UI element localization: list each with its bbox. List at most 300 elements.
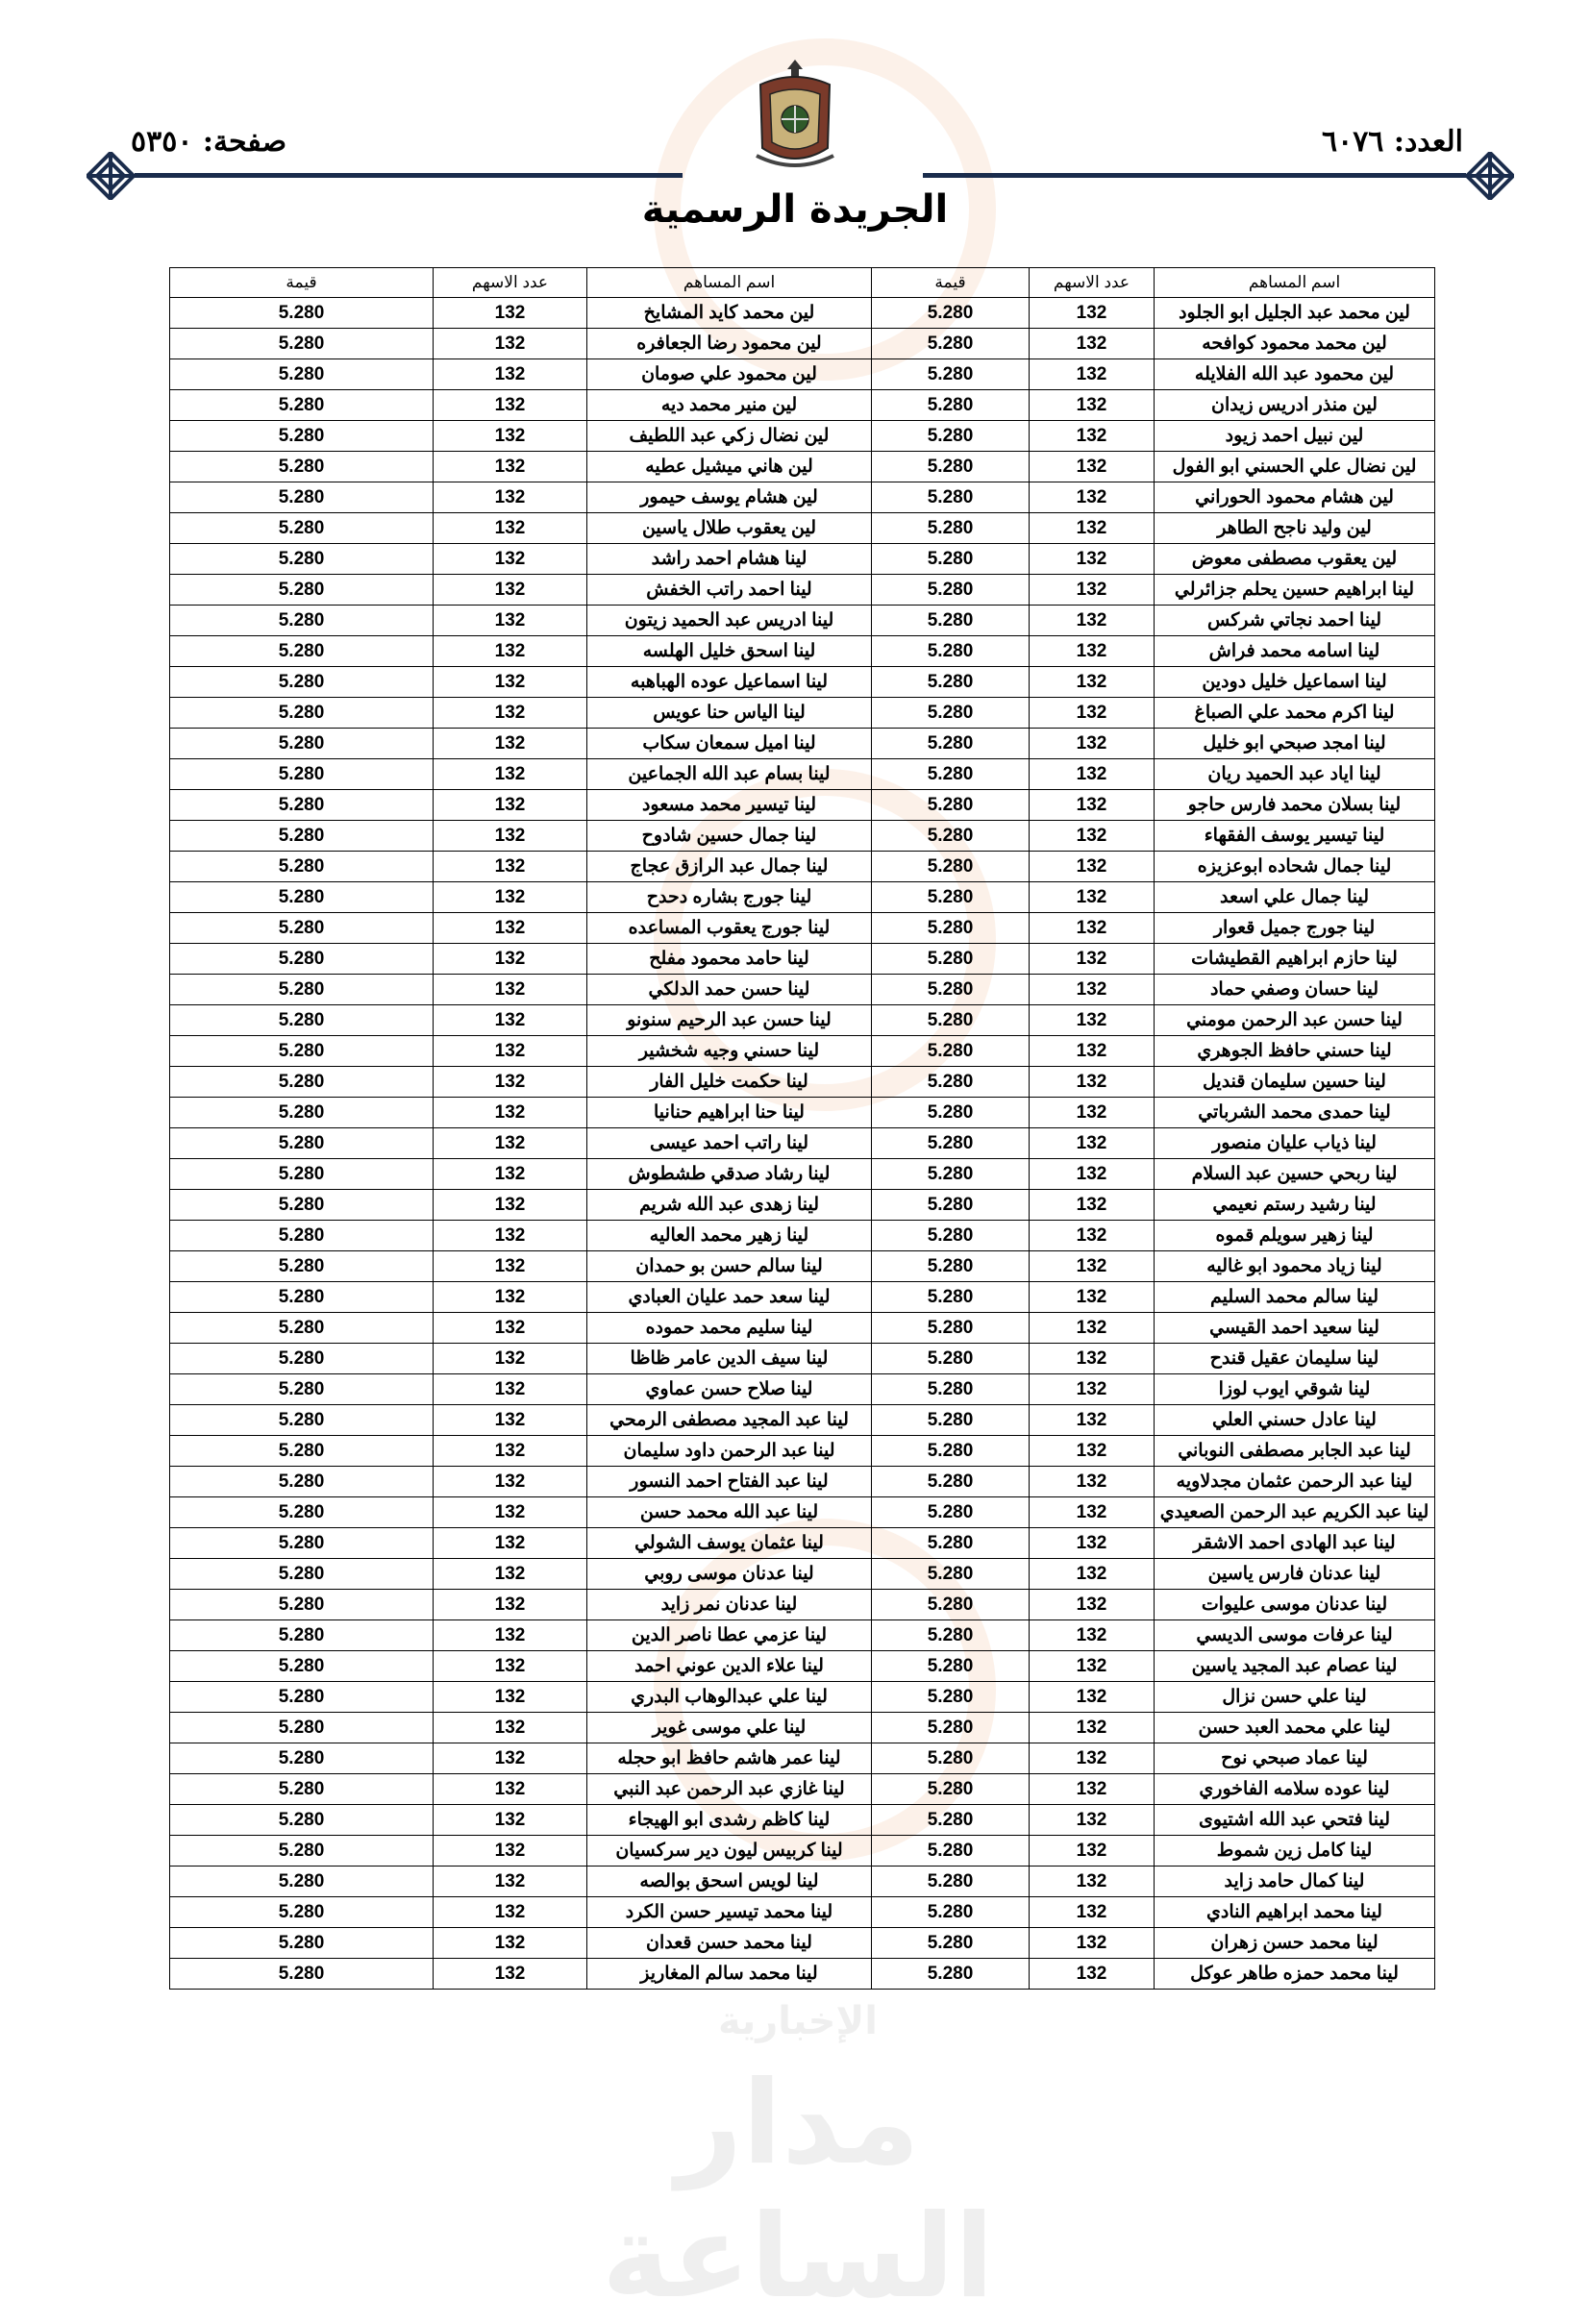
share-value: 5.280 bbox=[872, 1528, 1030, 1559]
shareholder-name: لين هشام يوسف حيمور bbox=[587, 482, 872, 513]
shareholder-name: لينا محمد سالم المغاريز bbox=[587, 1959, 872, 1990]
share-count: 132 bbox=[434, 1005, 587, 1036]
table-row bbox=[170, 1682, 1435, 1713]
shareholder-name: لينا عبد الرحمن داود سليمان bbox=[587, 1436, 872, 1467]
share-count: 132 bbox=[434, 1374, 587, 1405]
share-count: 132 bbox=[434, 1221, 587, 1251]
share-value: 5.280 bbox=[872, 1159, 1030, 1190]
table-row bbox=[170, 1559, 1435, 1590]
table-row bbox=[170, 390, 1435, 421]
share-count: 132 bbox=[434, 1467, 587, 1497]
shareholder-name: لين وليد ناجح الطاهر bbox=[1155, 513, 1435, 544]
shareholder-name: لينا جمال شحاده ابوعزيزه bbox=[1155, 852, 1435, 882]
table-row bbox=[170, 421, 1435, 452]
shareholder-name: لينا عدنان موسى روبي bbox=[587, 1559, 872, 1590]
share-count: 132 bbox=[434, 1282, 587, 1313]
share-count: 132 bbox=[1030, 1005, 1155, 1036]
shareholder-name: لينا عصام عبد المجيد ياسين bbox=[1155, 1651, 1435, 1682]
shareholder-name: لينا زياد محمود ابو غاليه bbox=[1155, 1251, 1435, 1282]
table-row bbox=[170, 359, 1435, 390]
share-value: 5.280 bbox=[170, 1682, 434, 1713]
share-value: 5.280 bbox=[170, 421, 434, 452]
share-value: 5.280 bbox=[872, 1713, 1030, 1743]
shareholder-name: لينا اياد عبد الحميد ريان bbox=[1155, 759, 1435, 790]
shareholder-name: لينا سالم حسن بو حمدان bbox=[587, 1251, 872, 1282]
table-row bbox=[170, 975, 1435, 1005]
share-count: 132 bbox=[1030, 1436, 1155, 1467]
share-count: 132 bbox=[1030, 1559, 1155, 1590]
share-value: 5.280 bbox=[872, 759, 1030, 790]
share-value: 5.280 bbox=[872, 1620, 1030, 1651]
share-count: 132 bbox=[1030, 759, 1155, 790]
share-count: 132 bbox=[434, 359, 587, 390]
share-value: 5.280 bbox=[170, 390, 434, 421]
table-row bbox=[170, 329, 1435, 359]
share-count: 132 bbox=[434, 1436, 587, 1467]
shareholder-name: لينا احمد نجاتي شركس bbox=[1155, 606, 1435, 636]
share-value: 5.280 bbox=[872, 1098, 1030, 1128]
share-value: 5.280 bbox=[170, 1313, 434, 1344]
share-count: 132 bbox=[434, 575, 587, 606]
table-header-row bbox=[170, 268, 1435, 298]
shareholder-name: لينا علي موسى غوير bbox=[587, 1713, 872, 1743]
shareholder-name: لينا عزمي عطا ناصر الدين bbox=[587, 1620, 872, 1651]
shareholder-name: لينا اكرم محمد علي الصباغ bbox=[1155, 698, 1435, 729]
share-count: 132 bbox=[1030, 729, 1155, 759]
table-row bbox=[170, 759, 1435, 790]
share-count: 132 bbox=[434, 790, 587, 821]
table-row bbox=[170, 1282, 1435, 1313]
table-row bbox=[170, 1067, 1435, 1098]
share-count: 132 bbox=[1030, 698, 1155, 729]
shareholder-name: لينا ادريس عبد الحميد زيتون bbox=[587, 606, 872, 636]
table-row bbox=[170, 1313, 1435, 1344]
share-count: 132 bbox=[434, 513, 587, 544]
shareholder-name: لينا حسن عبد الرحيم سنونو bbox=[587, 1005, 872, 1036]
share-count: 132 bbox=[434, 1559, 587, 1590]
table-row bbox=[170, 729, 1435, 759]
table-row bbox=[170, 575, 1435, 606]
share-count: 132 bbox=[434, 636, 587, 667]
share-count: 132 bbox=[434, 1836, 587, 1867]
share-value: 5.280 bbox=[872, 1067, 1030, 1098]
table-row bbox=[170, 1128, 1435, 1159]
share-value: 5.280 bbox=[872, 482, 1030, 513]
shareholder-name: لينا عدنان نمر زايد bbox=[587, 1590, 872, 1620]
share-value: 5.280 bbox=[170, 544, 434, 575]
share-value: 5.280 bbox=[170, 1374, 434, 1405]
share-value: 5.280 bbox=[872, 821, 1030, 852]
shareholder-name: لينا احمد راتب الخفش bbox=[587, 575, 872, 606]
shareholder-name: لينا كامل زين شموط bbox=[1155, 1836, 1435, 1867]
shareholder-name: لينا عبد المجيد مصطفى الرمحي bbox=[587, 1405, 872, 1436]
table-row bbox=[170, 606, 1435, 636]
share-value: 5.280 bbox=[170, 298, 434, 329]
shareholder-name: لين محمد كايد المشايخ bbox=[587, 298, 872, 329]
share-count: 132 bbox=[434, 1805, 587, 1836]
shareholder-name: لينا محمد حمزه طاهر عوكل bbox=[1155, 1959, 1435, 1990]
table-row bbox=[170, 1221, 1435, 1251]
share-count: 132 bbox=[1030, 1651, 1155, 1682]
share-value: 5.280 bbox=[170, 1344, 434, 1374]
share-value: 5.280 bbox=[170, 1159, 434, 1190]
share-count: 132 bbox=[1030, 1344, 1155, 1374]
share-value: 5.280 bbox=[170, 1620, 434, 1651]
share-value: 5.280 bbox=[170, 1928, 434, 1959]
share-count: 132 bbox=[1030, 1282, 1155, 1313]
share-value: 5.280 bbox=[872, 452, 1030, 482]
share-value: 5.280 bbox=[872, 329, 1030, 359]
table-row bbox=[170, 1436, 1435, 1467]
share-count: 132 bbox=[1030, 1836, 1155, 1867]
share-value: 5.280 bbox=[872, 1436, 1030, 1467]
shareholder-name: لينا جمال عبد الرازق عجاج bbox=[587, 852, 872, 882]
table-row bbox=[170, 1036, 1435, 1067]
table-row bbox=[170, 1190, 1435, 1221]
share-value: 5.280 bbox=[872, 1867, 1030, 1897]
shareholder-name: لينا هشام احمد راشد bbox=[587, 544, 872, 575]
shareholder-name: لينا محمد حسن زهران bbox=[1155, 1928, 1435, 1959]
share-count: 132 bbox=[434, 1774, 587, 1805]
col-header-shares: عدد الاسهم bbox=[1030, 268, 1155, 298]
share-value: 5.280 bbox=[872, 1559, 1030, 1590]
share-count: 132 bbox=[1030, 1159, 1155, 1190]
share-count: 132 bbox=[434, 1128, 587, 1159]
shareholder-name: لينا حكمت خليل الفار bbox=[587, 1067, 872, 1098]
share-value: 5.280 bbox=[170, 636, 434, 667]
shareholder-name: لينا سالم محمد السليم bbox=[1155, 1282, 1435, 1313]
share-value: 5.280 bbox=[872, 1374, 1030, 1405]
shareholder-name: لينا سليم محمد حموده bbox=[587, 1313, 872, 1344]
share-value: 5.280 bbox=[872, 1897, 1030, 1928]
share-value: 5.280 bbox=[170, 944, 434, 975]
share-value: 5.280 bbox=[170, 575, 434, 606]
shareholder-name: لينا جورج جميل قعوار bbox=[1155, 913, 1435, 944]
share-value: 5.280 bbox=[872, 1036, 1030, 1067]
shareholder-name: لينا عبد الله محمد حسن bbox=[587, 1497, 872, 1528]
share-value: 5.280 bbox=[872, 698, 1030, 729]
shareholder-name: لينا اسحق خليل الهلسه bbox=[587, 636, 872, 667]
share-value: 5.280 bbox=[170, 821, 434, 852]
share-count: 132 bbox=[434, 1651, 587, 1682]
share-value: 5.280 bbox=[170, 359, 434, 390]
shareholder-name: لينا عبد الرحمن عثمان مجدلاويه bbox=[1155, 1467, 1435, 1497]
shareholder-name: لينا حسان وصفي حماد bbox=[1155, 975, 1435, 1005]
shareholder-name: لينا رشيد رستم نعيمي bbox=[1155, 1190, 1435, 1221]
share-value: 5.280 bbox=[170, 1836, 434, 1867]
share-value: 5.280 bbox=[872, 1313, 1030, 1344]
share-count: 132 bbox=[1030, 1713, 1155, 1743]
table-row bbox=[170, 544, 1435, 575]
share-value: 5.280 bbox=[872, 575, 1030, 606]
share-value: 5.280 bbox=[170, 1559, 434, 1590]
share-count: 132 bbox=[1030, 1467, 1155, 1497]
share-count: 132 bbox=[1030, 944, 1155, 975]
share-value: 5.280 bbox=[170, 1743, 434, 1774]
shareholder-name: لين منذر ادريس زيدان bbox=[1155, 390, 1435, 421]
share-value: 5.280 bbox=[872, 636, 1030, 667]
shareholder-name: لينا امجد صبحي ابو خليل bbox=[1155, 729, 1435, 759]
shareholder-name: لينا ابراهيم حسين يحلم جزائرلي bbox=[1155, 575, 1435, 606]
share-value: 5.280 bbox=[170, 667, 434, 698]
share-count: 132 bbox=[434, 1528, 587, 1559]
share-value: 5.280 bbox=[872, 1190, 1030, 1221]
shareholder-name: لينا سليمان عقيل قندح bbox=[1155, 1344, 1435, 1374]
shareholder-name: لينا عبد الجابر مصطفى النوباني bbox=[1155, 1436, 1435, 1467]
share-value: 5.280 bbox=[170, 482, 434, 513]
share-count: 132 bbox=[1030, 1867, 1155, 1897]
share-count: 132 bbox=[434, 759, 587, 790]
share-count: 132 bbox=[434, 1959, 587, 1990]
share-count: 132 bbox=[1030, 1405, 1155, 1436]
share-value: 5.280 bbox=[170, 1067, 434, 1098]
table-row bbox=[170, 298, 1435, 329]
table-row bbox=[170, 1620, 1435, 1651]
shareholder-name: لين يعقوب طلال ياسين bbox=[587, 513, 872, 544]
share-count: 132 bbox=[1030, 1374, 1155, 1405]
share-count: 132 bbox=[434, 1067, 587, 1098]
share-value: 5.280 bbox=[170, 759, 434, 790]
col-header-name: اسم المساهم bbox=[587, 268, 872, 298]
shareholder-name: لينا جورج بشاره دحدح bbox=[587, 882, 872, 913]
table-row bbox=[170, 1374, 1435, 1405]
share-value: 5.280 bbox=[170, 606, 434, 636]
share-count: 132 bbox=[1030, 913, 1155, 944]
share-value: 5.280 bbox=[170, 1805, 434, 1836]
share-value: 5.280 bbox=[170, 1867, 434, 1897]
share-count: 132 bbox=[1030, 1313, 1155, 1344]
share-count: 132 bbox=[1030, 513, 1155, 544]
share-value: 5.280 bbox=[170, 1036, 434, 1067]
shareholder-name: لينا اسامه محمد فراش bbox=[1155, 636, 1435, 667]
shareholder-name: لين نبيل احمد زيود bbox=[1155, 421, 1435, 452]
shareholder-name: لينا عمر هاشم حافظ ابو حجله bbox=[587, 1743, 872, 1774]
shareholder-name: لينا الياس حنا عويس bbox=[587, 698, 872, 729]
share-value: 5.280 bbox=[170, 513, 434, 544]
share-count: 132 bbox=[1030, 667, 1155, 698]
table-row bbox=[170, 790, 1435, 821]
share-count: 132 bbox=[1030, 1959, 1155, 1990]
share-value: 5.280 bbox=[872, 544, 1030, 575]
share-value: 5.280 bbox=[872, 882, 1030, 913]
shareholder-name: لينا علي محمد العبد حسن bbox=[1155, 1713, 1435, 1743]
share-value: 5.280 bbox=[170, 329, 434, 359]
share-count: 132 bbox=[1030, 790, 1155, 821]
shareholder-name: لينا علي عبدالوهاب البدري bbox=[587, 1682, 872, 1713]
share-count: 132 bbox=[434, 852, 587, 882]
table-body bbox=[170, 298, 1435, 1990]
share-count: 132 bbox=[1030, 1497, 1155, 1528]
shareholder-name: لين محمد عبد الجليل ابو الجلود bbox=[1155, 298, 1435, 329]
table-row bbox=[170, 944, 1435, 975]
shareholder-name: لينا كمال حامد زايد bbox=[1155, 1867, 1435, 1897]
coat-of-arms-icon bbox=[747, 56, 843, 181]
table-row bbox=[170, 882, 1435, 913]
share-count: 132 bbox=[1030, 1897, 1155, 1928]
share-count: 132 bbox=[1030, 1190, 1155, 1221]
shareholder-name: لينا محمد حسن قعدان bbox=[587, 1928, 872, 1959]
shareholder-name: لينا عادل حسني العلي bbox=[1155, 1405, 1435, 1436]
shareholder-name: لينا اسماعيل عوده الهباهبه bbox=[587, 667, 872, 698]
header-rule-right bbox=[923, 173, 1466, 178]
shareholder-name: لين يعقوب مصطفى معوض bbox=[1155, 544, 1435, 575]
share-value: 5.280 bbox=[872, 1590, 1030, 1620]
shareholder-name: لينا اميل سمعان سكاب bbox=[587, 729, 872, 759]
share-count: 132 bbox=[1030, 1590, 1155, 1620]
share-count: 132 bbox=[434, 1682, 587, 1713]
share-count: 132 bbox=[434, 698, 587, 729]
share-value: 5.280 bbox=[872, 729, 1030, 759]
share-value: 5.280 bbox=[872, 1497, 1030, 1528]
share-count: 132 bbox=[434, 913, 587, 944]
share-value: 5.280 bbox=[872, 359, 1030, 390]
table-row bbox=[170, 1897, 1435, 1928]
share-value: 5.280 bbox=[170, 913, 434, 944]
share-count: 132 bbox=[1030, 1128, 1155, 1159]
share-count: 132 bbox=[434, 1344, 587, 1374]
shareholder-name: لينا عثمان يوسف الشولي bbox=[587, 1528, 872, 1559]
shareholder-name: لينا عرفات موسى الديسي bbox=[1155, 1620, 1435, 1651]
share-count: 132 bbox=[434, 298, 587, 329]
share-value: 5.280 bbox=[170, 1713, 434, 1743]
table-row bbox=[170, 1713, 1435, 1743]
shareholder-name: لينا ذياب عليان منصور bbox=[1155, 1128, 1435, 1159]
shareholder-name: لينا بسلان محمد فارس حاجو bbox=[1155, 790, 1435, 821]
shareholder-name: لينا حسن حمد الدلكي bbox=[587, 975, 872, 1005]
share-value: 5.280 bbox=[872, 667, 1030, 698]
shareholder-name: لينا زهير محمد العاليه bbox=[587, 1221, 872, 1251]
shareholder-name: لينا غازي عبد الرحمن عبد النبي bbox=[587, 1774, 872, 1805]
share-count: 132 bbox=[434, 729, 587, 759]
table-row bbox=[170, 1098, 1435, 1128]
share-value: 5.280 bbox=[170, 852, 434, 882]
shareholder-name: لينا زهدى عبد الله شريم bbox=[587, 1190, 872, 1221]
shareholder-name: لينا علي حسن نزال bbox=[1155, 1682, 1435, 1713]
share-count: 132 bbox=[1030, 1743, 1155, 1774]
shareholder-name: لينا سيف الدين عامر ظاظا bbox=[587, 1344, 872, 1374]
shareholder-name: لينا جورج يعقوب المساعده bbox=[587, 913, 872, 944]
share-count: 132 bbox=[434, 1497, 587, 1528]
table-row bbox=[170, 1867, 1435, 1897]
table-row bbox=[170, 1959, 1435, 1990]
share-count: 132 bbox=[1030, 636, 1155, 667]
share-count: 132 bbox=[1030, 1221, 1155, 1251]
share-value: 5.280 bbox=[872, 1282, 1030, 1313]
share-value: 5.280 bbox=[872, 513, 1030, 544]
share-value: 5.280 bbox=[170, 1959, 434, 1990]
share-value: 5.280 bbox=[872, 1743, 1030, 1774]
shareholder-name: لينا كاظم رشدى ابو الهيجاء bbox=[587, 1805, 872, 1836]
share-count: 132 bbox=[434, 1313, 587, 1344]
shareholder-name: لينا اسماعيل خليل دودين bbox=[1155, 667, 1435, 698]
shareholder-name: لينا سعد حمد عليان العبادي bbox=[587, 1282, 872, 1313]
shareholder-name: لين هاني ميشيل عطيه bbox=[587, 452, 872, 482]
shareholder-name: لينا عدنان فارس ياسين bbox=[1155, 1559, 1435, 1590]
header-rule-left bbox=[135, 173, 683, 178]
share-value: 5.280 bbox=[872, 852, 1030, 882]
share-count: 132 bbox=[434, 1159, 587, 1190]
share-value: 5.280 bbox=[170, 1590, 434, 1620]
share-value: 5.280 bbox=[170, 975, 434, 1005]
share-value: 5.280 bbox=[872, 790, 1030, 821]
share-count: 132 bbox=[434, 1190, 587, 1221]
share-value: 5.280 bbox=[170, 1221, 434, 1251]
share-count: 132 bbox=[1030, 390, 1155, 421]
table-row bbox=[170, 1590, 1435, 1620]
share-value: 5.280 bbox=[872, 913, 1030, 944]
share-value: 5.280 bbox=[872, 1405, 1030, 1436]
share-value: 5.280 bbox=[170, 1528, 434, 1559]
table-row bbox=[170, 1251, 1435, 1282]
shareholder-name: لينا حسني حافظ الجوهري bbox=[1155, 1036, 1435, 1067]
table-row bbox=[170, 1528, 1435, 1559]
shareholder-name: لين محمود عبد الله الفلايله bbox=[1155, 359, 1435, 390]
share-count: 132 bbox=[1030, 1067, 1155, 1098]
shareholder-name: لينا حسن عبد الرحمن مومني bbox=[1155, 1005, 1435, 1036]
share-value: 5.280 bbox=[872, 1959, 1030, 1990]
share-count: 132 bbox=[434, 1897, 587, 1928]
table-row bbox=[170, 1774, 1435, 1805]
share-count: 132 bbox=[1030, 1528, 1155, 1559]
shareholder-name: لين هشام محمود الحوراني bbox=[1155, 482, 1435, 513]
shareholder-name: لينا صلاح حسن عماوي bbox=[587, 1374, 872, 1405]
table-row bbox=[170, 1743, 1435, 1774]
share-count: 132 bbox=[1030, 359, 1155, 390]
share-value: 5.280 bbox=[170, 1897, 434, 1928]
share-value: 5.280 bbox=[170, 698, 434, 729]
share-value: 5.280 bbox=[872, 1467, 1030, 1497]
table-row bbox=[170, 821, 1435, 852]
share-value: 5.280 bbox=[872, 390, 1030, 421]
shareholder-name: لينا محمد ابراهيم النادي bbox=[1155, 1897, 1435, 1928]
shareholder-name: لينا عبد الهادى احمد الاشقر bbox=[1155, 1528, 1435, 1559]
share-count: 132 bbox=[434, 421, 587, 452]
shareholder-name: لينا رشاد صدقي طشطوش bbox=[587, 1159, 872, 1190]
table-row bbox=[170, 1467, 1435, 1497]
share-value: 5.280 bbox=[872, 421, 1030, 452]
share-value: 5.280 bbox=[170, 1251, 434, 1282]
share-count: 132 bbox=[1030, 821, 1155, 852]
share-count: 132 bbox=[434, 667, 587, 698]
share-count: 132 bbox=[434, 1620, 587, 1651]
shareholder-name: لينا عبد الكريم عبد الرحمن الصعيدي bbox=[1155, 1497, 1435, 1528]
share-value: 5.280 bbox=[170, 1651, 434, 1682]
shareholder-name: لينا عبد الفتاح احمد النسور bbox=[587, 1467, 872, 1497]
table-row bbox=[170, 1928, 1435, 1959]
share-count: 132 bbox=[434, 390, 587, 421]
shareholder-name: لينا تيسير محمد مسعود bbox=[587, 790, 872, 821]
shareholder-name: لينا ربحي حسين عبد السلام bbox=[1155, 1159, 1435, 1190]
share-count: 132 bbox=[434, 882, 587, 913]
shareholder-name: لينا لويس اسحق بوالصه bbox=[587, 1867, 872, 1897]
table-row bbox=[170, 698, 1435, 729]
share-count: 132 bbox=[1030, 298, 1155, 329]
watermark-subtext: الإخبارية bbox=[718, 1999, 878, 2043]
share-count: 132 bbox=[434, 606, 587, 636]
shareholder-name: لينا محمد تيسير حسن الكرد bbox=[587, 1897, 872, 1928]
share-count: 132 bbox=[434, 975, 587, 1005]
share-value: 5.280 bbox=[170, 1774, 434, 1805]
share-value: 5.280 bbox=[170, 729, 434, 759]
share-value: 5.280 bbox=[170, 452, 434, 482]
share-count: 132 bbox=[434, 452, 587, 482]
share-count: 132 bbox=[434, 1036, 587, 1067]
share-count: 132 bbox=[434, 944, 587, 975]
table-row bbox=[170, 1805, 1435, 1836]
share-value: 5.280 bbox=[170, 1128, 434, 1159]
share-value: 5.280 bbox=[872, 606, 1030, 636]
shareholder-name: لينا تيسير يوسف الفقهاء bbox=[1155, 821, 1435, 852]
